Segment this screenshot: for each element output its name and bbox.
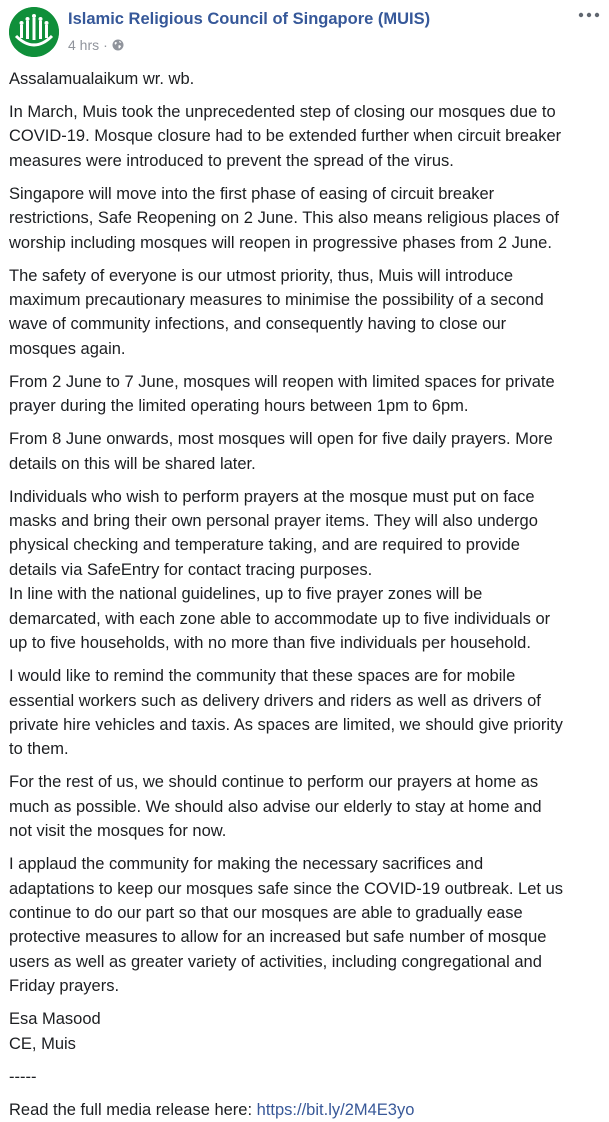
body-line: COVID-19. Mosque closure had to be extended further when circuit breaker — [9, 127, 562, 146]
meta-separator: · — [103, 37, 108, 53]
body-line: Friday prayers. — [9, 977, 120, 996]
body-line: I would like to remind the community that these spaces are for mobile — [9, 667, 516, 686]
read-more-line — [9, 1098, 601, 1122]
signature-name: Esa Masood — [9, 1010, 101, 1029]
body-line: not visit the mosques for now. — [9, 822, 227, 841]
body-line: I applaud the community for making the necessary sacrifices and — [9, 855, 484, 874]
body-line: restrictions, Safe Reopening on 2 June. This also means religious places of — [9, 209, 560, 228]
muis-logo-icon — [9, 7, 59, 57]
read-more-prefix: Read the full media release here: — [9, 1100, 257, 1119]
post-meta — [68, 37, 124, 53]
body-line: Singapore will move into the first phase of easing of circuit breaker — [9, 184, 495, 203]
body-line: private hire vehicles and taxis. As spaces are limited, we should give priority — [9, 715, 563, 734]
globe-icon[interactable] — [112, 39, 124, 51]
more-options-icon[interactable] — [577, 7, 601, 25]
page-avatar[interactable] — [9, 7, 59, 57]
body-line: continue to do our part so that our mosques are able to gradually ease — [9, 903, 523, 922]
body-line: up to five households, with no more than five individuals per household. — [9, 634, 531, 653]
body-line: details via SafeEntry for contact tracing purposes. — [9, 560, 373, 579]
body-line: physical checking and temperature taking, and are required to provide — [9, 536, 520, 555]
body-line: worship including mosques will reopen in progressive phases from 2 June. — [9, 233, 552, 252]
body-line: essential workers such as delivery drivers and riders as well as drivers of — [9, 691, 541, 710]
body-line: protective measures to allow for an increased but safe number of mosque — [9, 928, 547, 947]
post-timestamp[interactable]: 4 hrs — [68, 37, 100, 53]
body-line: The safety of everyone is our utmost priority, thus, Muis will introduce — [9, 266, 514, 285]
body-line: measures were introduced to prevent the spread of the virus. — [9, 151, 454, 170]
post-body — [9, 67, 601, 1122]
body-line: From 8 June onwards, most mosques will open for five daily prayers. More — [9, 430, 553, 449]
body-line: From 2 June to 7 June, mosques will reopen with limited spaces for private — [9, 372, 555, 391]
body-line: to them. — [9, 740, 69, 759]
body-line: maximum precautionary measures to minimise the possibility of a second — [9, 291, 544, 310]
signature-title: CE, Muis — [9, 1034, 76, 1053]
body-line: Individuals who wish to perform prayers at the mosque must put on face — [9, 487, 535, 506]
body-line: details on this will be shared later. — [9, 454, 256, 473]
body-line: prayer during the limited operating hours between 1pm to 6pm. — [9, 397, 469, 416]
post-header — [9, 7, 601, 59]
body-line: demarcated, with each zone able to accommodate up to five individuals or — [9, 609, 551, 628]
greeting-line: Assalamualaikum wr. wb. — [9, 70, 195, 88]
body-line: In March, Muis took the unprecedented step of closing our mosques due to — [9, 103, 556, 121]
body-line: In line with the national guidelines, up to five prayer zones will be — [9, 585, 483, 604]
body-line: For the rest of us, we should continue to perform our prayers at home as — [9, 773, 539, 792]
body-line: wave of community infections, and consequently having to close our — [9, 315, 507, 334]
divider-text: ----- — [9, 1067, 37, 1086]
media-release-link[interactable]: https://bit.ly/2M4E3yo — [256, 1100, 415, 1119]
page-name-link[interactable]: Islamic Religious Council of Singapore (MUIS) — [68, 10, 431, 28]
body-line: mosques again. — [9, 339, 126, 358]
body-line: masks and bring their own personal prayer items. They will also undergo — [9, 512, 538, 531]
body-line: adaptations to keep our mosques safe since the COVID-19 outbreak. Let us — [9, 879, 563, 898]
body-line: users as well as greater variety of activities, including congregational and — [9, 952, 542, 971]
body-line: much as possible. We should also advise our elderly to stay at home and — [9, 797, 542, 816]
